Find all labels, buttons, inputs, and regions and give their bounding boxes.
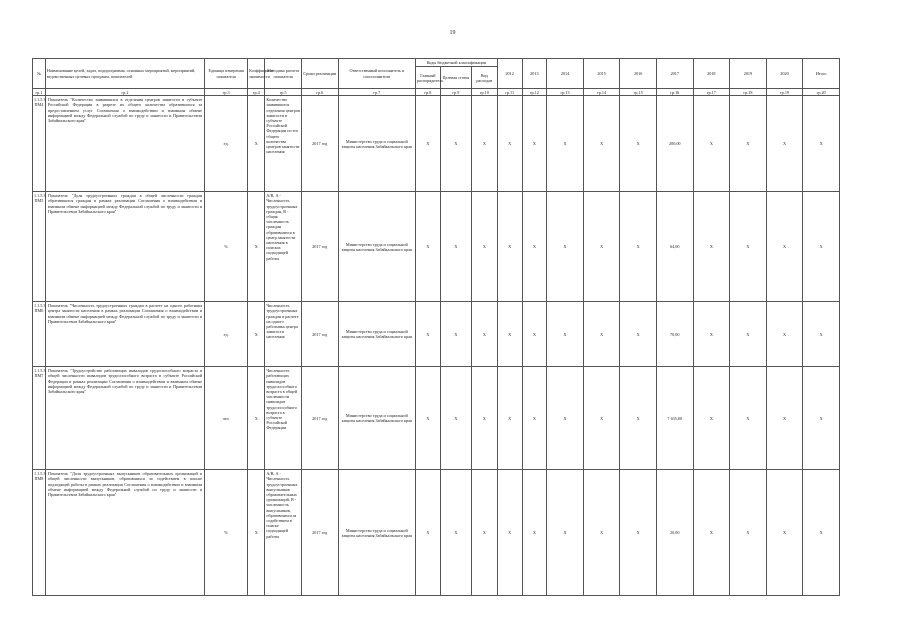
row-value: Х bbox=[522, 96, 547, 192]
header-num: № bbox=[33, 59, 46, 89]
row-value: Х bbox=[416, 192, 441, 302]
row-value: Х bbox=[522, 302, 547, 367]
row-value: Х bbox=[620, 96, 657, 192]
row-value: Х bbox=[583, 302, 620, 367]
col-number: гр.19 bbox=[766, 89, 803, 96]
indicators-table bbox=[32, 58, 840, 596]
row-value: Х bbox=[803, 470, 840, 596]
header-coef: Коэффициент значимости bbox=[248, 59, 265, 89]
table-row bbox=[33, 470, 840, 596]
col-number: гр.14 bbox=[583, 89, 620, 96]
row-responsible: Министерство труда и социальной защиты населения Забайкальского края bbox=[338, 302, 415, 367]
col-number: гр.16 bbox=[656, 89, 693, 96]
row-value: Х bbox=[730, 470, 767, 596]
row-coef: Х bbox=[248, 302, 265, 367]
header-year: 2013 bbox=[522, 59, 547, 89]
row-value: Х bbox=[693, 470, 730, 596]
header-year: 2018 bbox=[693, 59, 730, 89]
row-coef: Х bbox=[248, 470, 265, 596]
col-number: гр.12 bbox=[522, 89, 547, 96]
col-number: гр.4 bbox=[248, 89, 265, 96]
row-value: Х bbox=[497, 470, 522, 596]
col-number: гр.20 bbox=[803, 89, 840, 96]
row-name: Показатель "Доля трудоустроенных выпускников образовательных организаций в общей численности выпускников, обратившихся за содействием в поиске подходящей работы в рамках реализации Соглашения о взаимодействии и взаимном обмене информацией между Федеральной службой по труду и занятости и Правительством Забайкальского края" bbox=[45, 470, 204, 596]
row-value: Х bbox=[693, 96, 730, 192]
header-period: Сроки реализации bbox=[301, 59, 338, 89]
row-unit: % bbox=[205, 192, 248, 302]
row-name: Показатель "Численность трудоустроенных граждан в расчете на одного работника центра занятости населения в рамках реализации Соглашения о взаимодействии и взаимном обмене информацией между Федеральной службой по труду и занятости и Правительством Забайкальского края" bbox=[45, 302, 204, 367]
row-method: Численность трудоустроенных граждан в расчете на одного работника центра занятости населения bbox=[265, 302, 302, 367]
row-value: Х bbox=[471, 470, 497, 596]
col-number: гр.17 bbox=[693, 89, 730, 96]
row-value: Х bbox=[522, 192, 547, 302]
header-year: 2019 bbox=[730, 59, 767, 89]
row-coef: Х bbox=[248, 96, 265, 192]
row-value: Х bbox=[693, 192, 730, 302]
row-method: А/В, А - Численность трудоустроенных граждан, В - общая численность граждан обратившихся в центр занятости населения в поисках подходящей работы bbox=[265, 192, 302, 302]
row-value: Х bbox=[522, 367, 547, 470]
row-value: Х bbox=[583, 96, 620, 192]
row-coef: Х bbox=[248, 367, 265, 470]
row-value: Х bbox=[497, 367, 522, 470]
header-year: 2016 bbox=[620, 59, 657, 89]
row-coef: Х bbox=[248, 192, 265, 302]
row-value: Х bbox=[693, 302, 730, 367]
table-row bbox=[33, 96, 840, 192]
row-value: 70,00 bbox=[656, 302, 693, 367]
row-responsible: Министерство труда и социальной защиты населения Забайкальского края bbox=[338, 96, 415, 192]
row-period: 2017 год bbox=[301, 96, 338, 192]
row-code: 1.1.5.3 ПМ6 bbox=[33, 302, 46, 367]
row-value: Х bbox=[693, 367, 730, 470]
table-row bbox=[33, 367, 840, 470]
row-value: 200,00 bbox=[656, 96, 693, 192]
col-number: гр.11 bbox=[497, 89, 522, 96]
row-code: 1.1.5.3 ПМ7 bbox=[33, 367, 46, 470]
row-value: Х bbox=[440, 470, 471, 596]
row-value: Х bbox=[803, 302, 840, 367]
row-value: 20,00 bbox=[656, 470, 693, 596]
col-number: гр.2 bbox=[45, 89, 204, 96]
row-value: Х bbox=[620, 367, 657, 470]
row-value: Х bbox=[471, 367, 497, 470]
col-number: гр.10 bbox=[471, 89, 497, 96]
row-period: 2017 год bbox=[301, 302, 338, 367]
col-number: гр.18 bbox=[730, 89, 767, 96]
row-unit: ед. bbox=[205, 302, 248, 367]
row-method: Количество заявившихся отделения центров занятости в субъекте Российской Федерации по его общего количества центров занятости населения bbox=[265, 96, 302, 192]
col-number: гр.1 bbox=[33, 89, 46, 96]
header-total: Итого bbox=[803, 59, 840, 89]
row-period: 2017 год bbox=[301, 470, 338, 596]
row-value: Х bbox=[620, 470, 657, 596]
column-numbers-row bbox=[33, 89, 840, 96]
row-name: Показатель "Трудоустройство работающих инвалидов трудоспособного возраста в общей численности инвалидов трудоспособного возраста в субъекте Российской Федерации в рамках реализации Соглашения о взаимодействии и взаимном обмене информацией между Федеральной службой по труду и занятости и Правительством Забайкальского края" bbox=[45, 367, 204, 470]
row-value: Х bbox=[730, 367, 767, 470]
row-value: Х bbox=[547, 192, 584, 302]
col-number: гр.5 bbox=[265, 89, 302, 96]
header-method: Методика расчета показателя bbox=[265, 59, 302, 89]
row-value: Х bbox=[583, 367, 620, 470]
row-value: Х bbox=[416, 367, 441, 470]
row-unit: ед. bbox=[205, 96, 248, 192]
row-value: Х bbox=[620, 302, 657, 367]
row-value: Х bbox=[803, 367, 840, 470]
col-number: гр.8 bbox=[416, 89, 441, 96]
row-method: А/В, А - Численность трудоустроенных выпускников образовательных организаций, В - численность выпускников, обратившихся за содействием в поиске подходящей работы bbox=[265, 470, 302, 596]
row-value: Х bbox=[803, 192, 840, 302]
col-number: гр.9 bbox=[440, 89, 471, 96]
row-value: Х bbox=[547, 367, 584, 470]
header-name: Наименование целей, задач, подпрограммы, основных мероприятий, мероприятий, ведомственных целевых программ, показателей bbox=[45, 59, 204, 89]
header-year: 2015 bbox=[583, 59, 620, 89]
row-value: Х bbox=[471, 192, 497, 302]
row-value: Х bbox=[547, 302, 584, 367]
header-year: 2020 bbox=[766, 59, 803, 89]
row-unit: чел. bbox=[205, 367, 248, 470]
row-code: 1.1.5.3 ПМ5 bbox=[33, 192, 46, 302]
row-value: Х bbox=[730, 302, 767, 367]
header-budget-group: Коды бюджетной классификации bbox=[416, 59, 498, 67]
row-value: Х bbox=[497, 192, 522, 302]
header-main-manager: Главный распорядитель bbox=[416, 67, 441, 89]
row-value: Х bbox=[440, 96, 471, 192]
col-number: гр.3 bbox=[205, 89, 248, 96]
col-number: гр.7 bbox=[338, 89, 415, 96]
row-value: Х bbox=[471, 96, 497, 192]
row-value: Х bbox=[766, 96, 803, 192]
row-value: Х bbox=[440, 192, 471, 302]
page-number: 19 bbox=[449, 30, 456, 36]
header-responsible: Ответственный исполнитель и соисполнители bbox=[338, 59, 415, 89]
row-value: Х bbox=[766, 470, 803, 596]
row-value: Х bbox=[497, 96, 522, 192]
header-year: 2014 bbox=[547, 59, 584, 89]
row-value: Х bbox=[583, 192, 620, 302]
table-row bbox=[33, 302, 840, 367]
row-value: Х bbox=[620, 192, 657, 302]
header-unit: Единица измерения показателя bbox=[205, 59, 248, 89]
row-value: Х bbox=[416, 302, 441, 367]
header-expense-type: Вид расходов bbox=[471, 67, 497, 89]
table-row bbox=[33, 192, 840, 302]
row-value: Х bbox=[583, 470, 620, 596]
row-code: 1.1.5.3 ПМ4 bbox=[33, 96, 46, 192]
row-value: Х bbox=[803, 96, 840, 192]
row-value: Х bbox=[522, 470, 547, 596]
col-number: гр.13 bbox=[547, 89, 584, 96]
col-number: гр.6 bbox=[301, 89, 338, 96]
row-method: Численность работающих инвалидов трудоспособного возраста в общей численности инвалидов трудоспособного возраста в субъекте Российской Федерации bbox=[265, 367, 302, 470]
row-responsible: Министерство труда и социальной защиты населения Забайкальского края bbox=[338, 367, 415, 470]
row-value: Х bbox=[471, 302, 497, 367]
row-code: 1.1.5.3 ПМ8 bbox=[33, 470, 46, 596]
row-value: Х bbox=[547, 96, 584, 192]
row-value: Х bbox=[547, 470, 584, 596]
row-responsible: Министерство труда и социальной защиты населения Забайкальского края bbox=[338, 470, 415, 596]
row-responsible: Министерство труда и социальной защиты населения Забайкальского края bbox=[338, 192, 415, 302]
col-number: гр.15 bbox=[620, 89, 657, 96]
row-value: Х bbox=[416, 96, 441, 192]
row-name: Показатель "Количество заявившихся в отделения центров занятости в субъекте Российской Федерации в разрезе их общего количества обратившихся за предоставлением услуг Соглашения о взаимодействии и взаимном обмене информацией между Федеральной службой по труду и занятости и Правительством Забайкальского края" bbox=[45, 96, 204, 192]
row-value: Х bbox=[766, 367, 803, 470]
row-value: Х bbox=[730, 96, 767, 192]
row-value: Х bbox=[440, 302, 471, 367]
row-unit: % bbox=[205, 470, 248, 596]
header-year: 2017 bbox=[656, 59, 693, 89]
row-value: Х bbox=[416, 470, 441, 596]
row-period: 2017 год bbox=[301, 367, 338, 470]
header-target-item: Целевая статья bbox=[440, 67, 471, 89]
row-value: 7 635,00 bbox=[656, 367, 693, 470]
row-period: 2017 год bbox=[301, 192, 338, 302]
row-value: Х bbox=[440, 367, 471, 470]
row-value: Х bbox=[766, 192, 803, 302]
header-year: 2012 bbox=[497, 59, 522, 89]
row-value: 64,00 bbox=[656, 192, 693, 302]
row-name: Показатель "Доля трудоустроенных граждан в общей численности граждан обратившихся граждан в рамках реализации Соглашения о взаимодействии и взаимном обмене информацией между Федеральной службой по труду и занятости и Правительством Забайкальского края" bbox=[45, 192, 204, 302]
row-value: Х bbox=[766, 302, 803, 367]
row-value: Х bbox=[730, 192, 767, 302]
row-value: Х bbox=[497, 302, 522, 367]
